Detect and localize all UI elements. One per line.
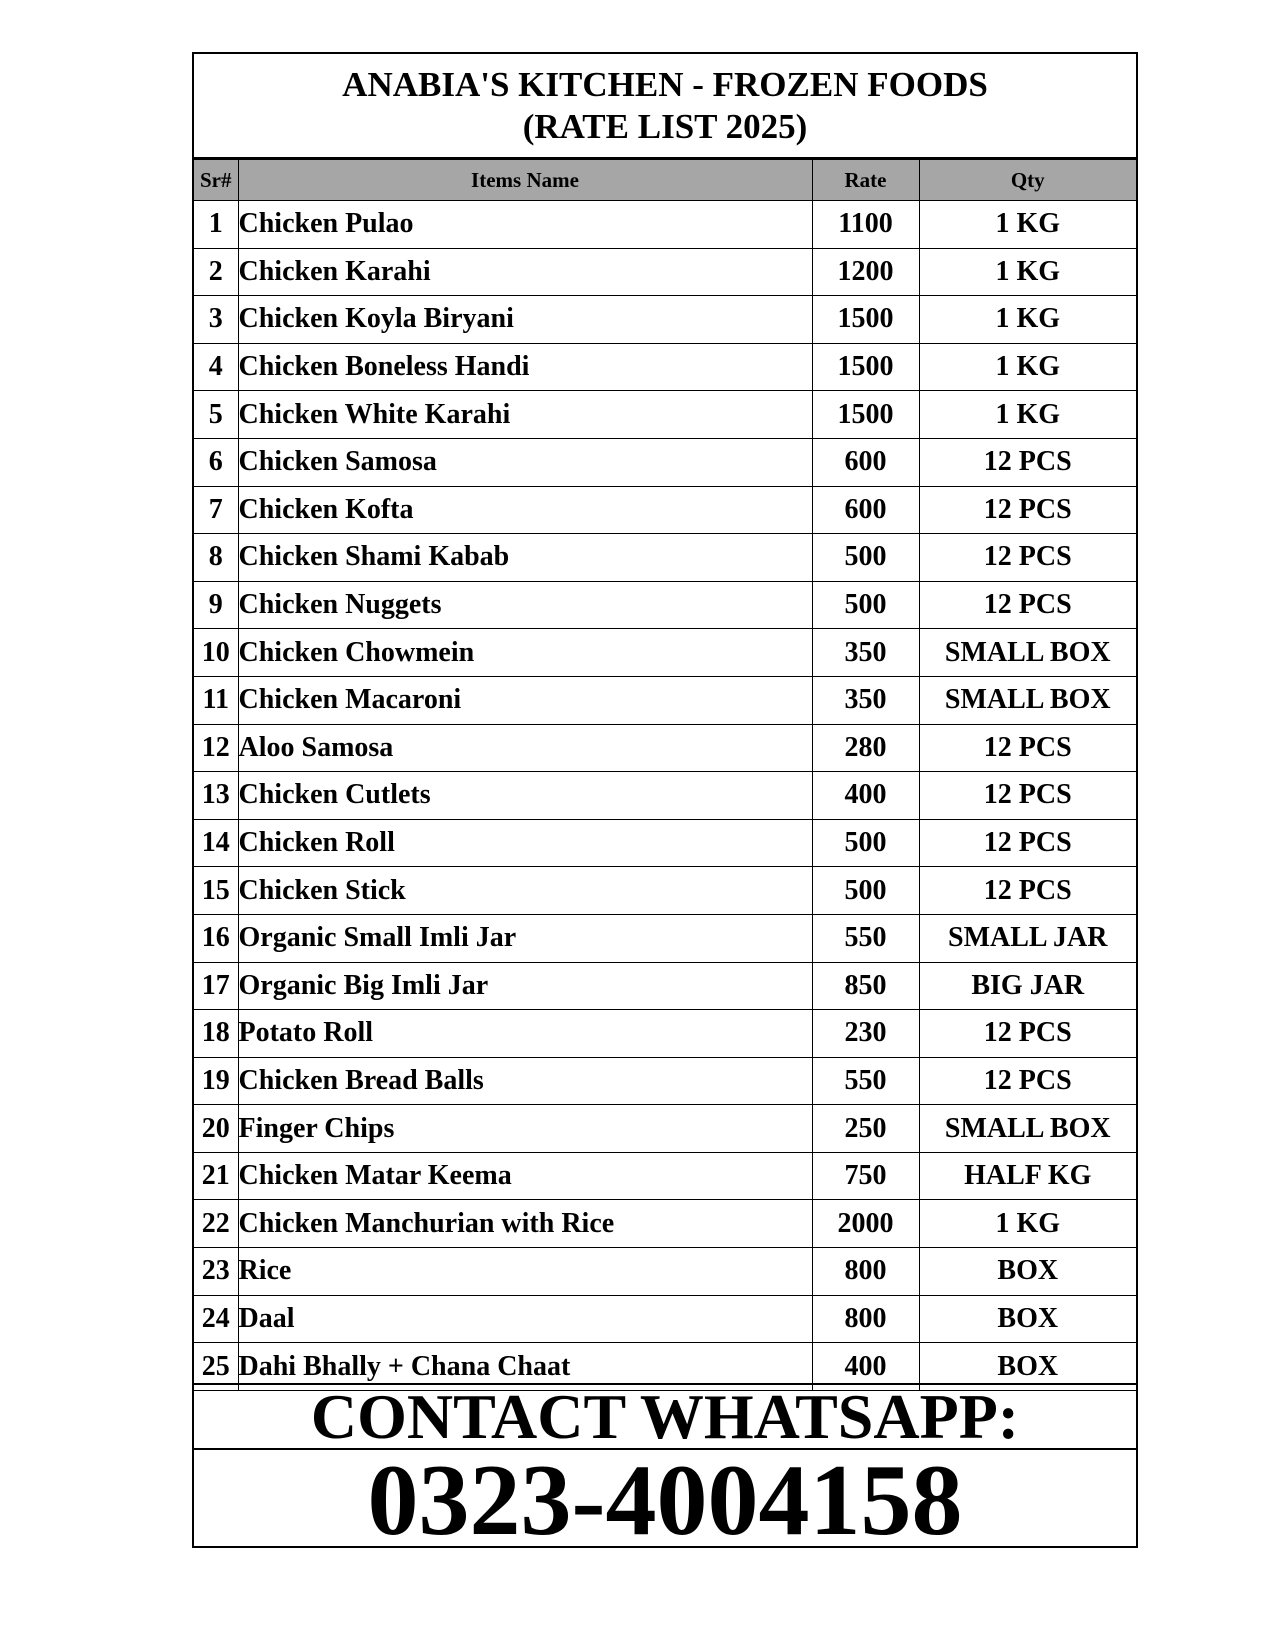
item-qty: 1 KG	[919, 201, 1136, 249]
item-rate: 1100	[812, 201, 919, 249]
item-rate: 550	[812, 1057, 919, 1105]
contact-label: CONTACT WHATSAPP:	[194, 1385, 1136, 1450]
item-rate: 600	[812, 486, 919, 534]
item-rate: 750	[812, 1152, 919, 1200]
table-row	[194, 914, 1136, 962]
item-qty: SMALL BOX	[919, 1105, 1136, 1153]
item-rate: 1500	[812, 391, 919, 439]
item-name: Chicken Samosa	[238, 438, 812, 486]
item-qty: 12 PCS	[919, 486, 1136, 534]
item-name: Dahi Bhally + Chana Chaat	[238, 1343, 812, 1391]
item-rate: 250	[812, 1105, 919, 1153]
table-row	[194, 772, 1136, 820]
item-name: Aloo Samosa	[238, 724, 812, 772]
rate-list-sheet	[192, 52, 1138, 1557]
item-name: Chicken Stick	[238, 867, 812, 915]
item-rate: 800	[812, 1248, 919, 1296]
table-row	[194, 343, 1136, 391]
page-subtitle: (RATE LIST 2025)	[522, 106, 808, 146]
item-qty: 12 PCS	[919, 534, 1136, 582]
item-name: Rice	[238, 1248, 812, 1296]
table-row	[194, 438, 1136, 486]
item-qty: 12 PCS	[919, 819, 1136, 867]
table-row	[194, 962, 1136, 1010]
item-sr: 14	[194, 819, 238, 867]
item-rate: 350	[812, 676, 919, 724]
page-title: ANABIA'S KITCHEN - FROZEN FOODS	[342, 64, 988, 104]
item-sr: 10	[194, 629, 238, 677]
item-sr: 9	[194, 581, 238, 629]
table-row	[194, 1200, 1136, 1248]
table-row	[194, 296, 1136, 344]
item-name: Organic Small Imli Jar	[238, 914, 812, 962]
item-name: Chicken Bread Balls	[238, 1057, 812, 1105]
table-row	[194, 1248, 1136, 1296]
item-rate: 600	[812, 438, 919, 486]
item-name: Chicken Cutlets	[238, 772, 812, 820]
item-sr: 13	[194, 772, 238, 820]
item-sr: 1	[194, 201, 238, 249]
item-name: Chicken Koyla Biryani	[238, 296, 812, 344]
item-sr: 18	[194, 1010, 238, 1058]
item-sr: 17	[194, 962, 238, 1010]
item-sr: 22	[194, 1200, 238, 1248]
item-qty: 1 KG	[919, 343, 1136, 391]
item-qty: BIG JAR	[919, 962, 1136, 1010]
table-row	[194, 1010, 1136, 1058]
item-rate: 850	[812, 962, 919, 1010]
item-name: Chicken Roll	[238, 819, 812, 867]
item-qty: 1 KG	[919, 248, 1136, 296]
item-sr: 12	[194, 724, 238, 772]
item-rate: 1200	[812, 248, 919, 296]
item-sr: 11	[194, 676, 238, 724]
item-name: Chicken Nuggets	[238, 581, 812, 629]
table-row	[194, 201, 1136, 249]
table-row	[194, 724, 1136, 772]
item-qty: 12 PCS	[919, 581, 1136, 629]
table-row	[194, 629, 1136, 677]
item-rate: 550	[812, 914, 919, 962]
item-rate: 500	[812, 867, 919, 915]
item-name: Chicken Karahi	[238, 248, 812, 296]
item-qty: SMALL JAR	[919, 914, 1136, 962]
title-block	[194, 54, 1136, 159]
item-qty: 1 KG	[919, 296, 1136, 344]
table-row	[194, 248, 1136, 296]
item-name: Daal	[238, 1295, 812, 1343]
column-header-name: Items Name	[238, 160, 812, 201]
item-name: Chicken Manchurian with Rice	[238, 1200, 812, 1248]
item-qty: 1 KG	[919, 391, 1136, 439]
table-row	[194, 1105, 1136, 1153]
item-qty: 12 PCS	[919, 724, 1136, 772]
item-sr: 4	[194, 343, 238, 391]
item-name: Organic Big Imli Jar	[238, 962, 812, 1010]
table-row	[194, 1295, 1136, 1343]
item-rate: 280	[812, 724, 919, 772]
table-header-row	[194, 160, 1136, 201]
item-rate: 1500	[812, 343, 919, 391]
item-sr: 24	[194, 1295, 238, 1343]
item-qty: 1 KG	[919, 1200, 1136, 1248]
table-row	[194, 676, 1136, 724]
item-sr: 3	[194, 296, 238, 344]
table-row	[194, 1057, 1136, 1105]
table-row	[194, 581, 1136, 629]
item-rate: 400	[812, 772, 919, 820]
item-sr: 15	[194, 867, 238, 915]
item-qty: 12 PCS	[919, 438, 1136, 486]
item-qty: SMALL BOX	[919, 676, 1136, 724]
item-sr: 7	[194, 486, 238, 534]
item-rate: 350	[812, 629, 919, 677]
item-name: Chicken Shami Kabab	[238, 534, 812, 582]
table-row	[194, 819, 1136, 867]
item-name: Chicken Matar Keema	[238, 1152, 812, 1200]
item-rate: 500	[812, 534, 919, 582]
item-rate: 230	[812, 1010, 919, 1058]
item-rate: 2000	[812, 1200, 919, 1248]
table-body	[194, 201, 1136, 1391]
item-name: Chicken Macaroni	[238, 676, 812, 724]
item-qty: SMALL BOX	[919, 629, 1136, 677]
item-rate: 800	[812, 1295, 919, 1343]
table-row	[194, 391, 1136, 439]
item-qty: BOX	[919, 1343, 1136, 1391]
item-sr: 21	[194, 1152, 238, 1200]
item-rate: 500	[812, 581, 919, 629]
table-row	[194, 486, 1136, 534]
item-sr: 5	[194, 391, 238, 439]
column-header-sr: Sr#	[194, 160, 238, 201]
item-qty: 12 PCS	[919, 1057, 1136, 1105]
item-name: Potato Roll	[238, 1010, 812, 1058]
item-sr: 6	[194, 438, 238, 486]
item-sr: 19	[194, 1057, 238, 1105]
table-row	[194, 534, 1136, 582]
column-header-qty: Qty	[919, 160, 1136, 201]
item-qty: 12 PCS	[919, 772, 1136, 820]
item-qty: BOX	[919, 1295, 1136, 1343]
item-name: Finger Chips	[238, 1105, 812, 1153]
item-name: Chicken White Karahi	[238, 391, 812, 439]
contact-block	[194, 1380, 1136, 1557]
table-row	[194, 867, 1136, 915]
item-sr: 23	[194, 1248, 238, 1296]
item-name: Chicken Pulao	[238, 201, 812, 249]
contact-phone: 0323-4004158	[367, 1444, 963, 1557]
table-row	[194, 1152, 1136, 1200]
item-rate: 1500	[812, 296, 919, 344]
item-qty: 12 PCS	[919, 867, 1136, 915]
item-name: Chicken Boneless Handi	[238, 343, 812, 391]
item-sr: 25	[194, 1343, 238, 1391]
column-header-rate: Rate	[812, 160, 919, 201]
item-sr: 8	[194, 534, 238, 582]
item-sr: 16	[194, 914, 238, 962]
item-qty: 12 PCS	[919, 1010, 1136, 1058]
item-name: Chicken Kofta	[238, 486, 812, 534]
item-qty: BOX	[919, 1248, 1136, 1296]
item-sr: 2	[194, 248, 238, 296]
item-qty: HALF KG	[919, 1152, 1136, 1200]
item-name: Chicken Chowmein	[238, 629, 812, 677]
item-rate: 500	[812, 819, 919, 867]
item-rate: 400	[812, 1343, 919, 1391]
item-sr: 20	[194, 1105, 238, 1153]
rate-table	[194, 159, 1136, 1391]
